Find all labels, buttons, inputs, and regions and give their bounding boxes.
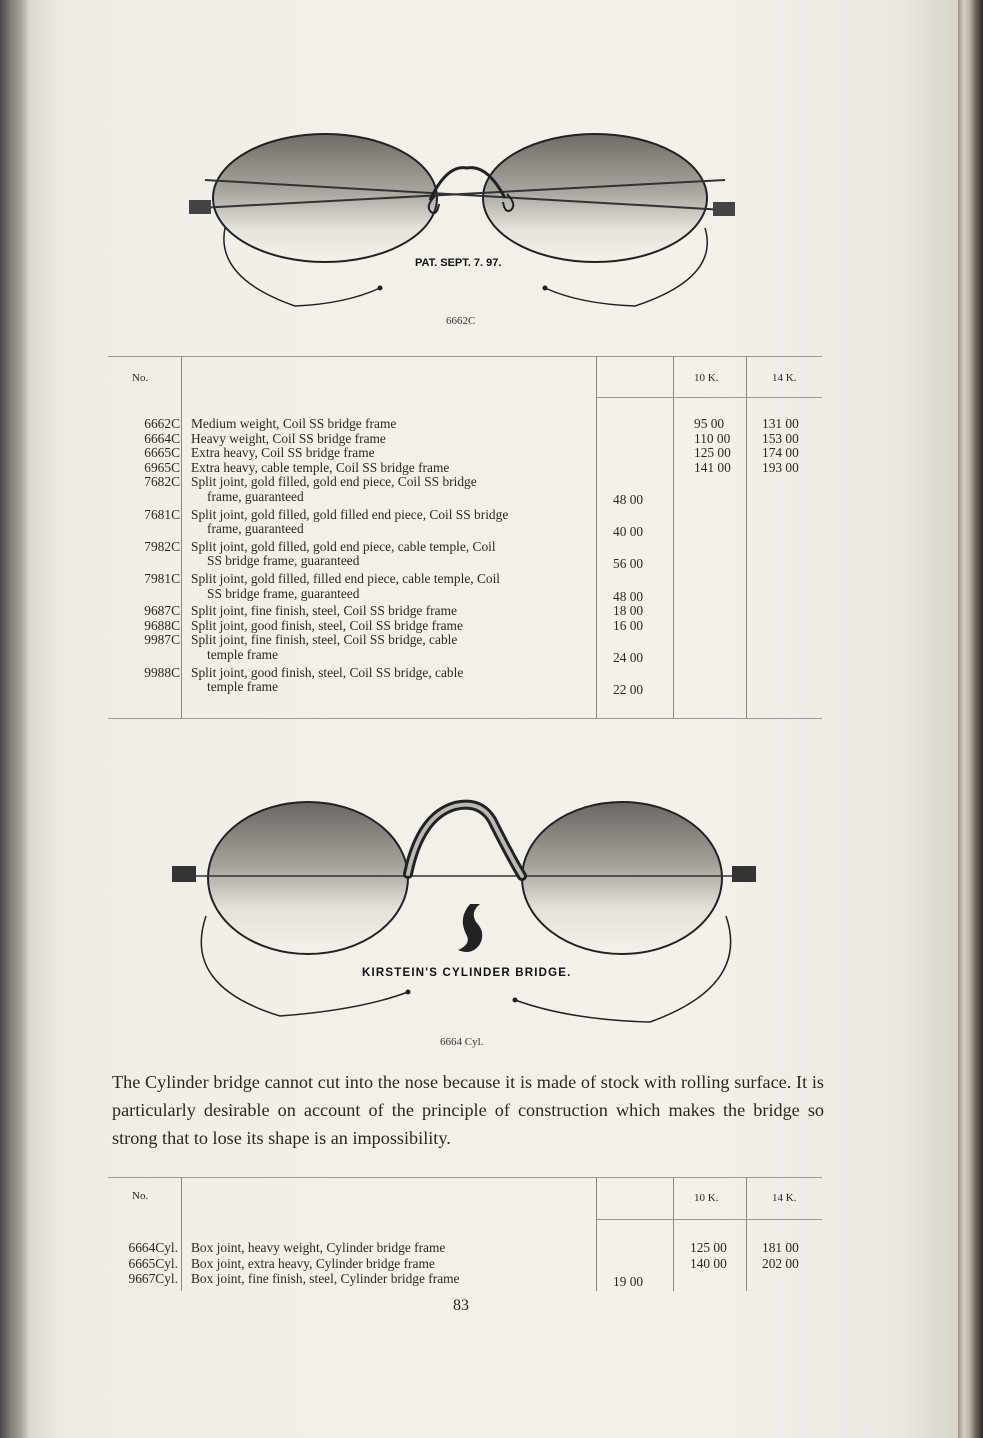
price-14k: 181 00 <box>762 1240 799 1255</box>
catalog-number: 7682C <box>144 474 180 490</box>
catalog-number: 6664Cyl. <box>128 1240 178 1255</box>
price-10k: 140 00 <box>690 1255 727 1271</box>
item-description-cont: SS bridge frame, guaranteed <box>207 585 360 601</box>
figure-caption-6664-cyl: 6664 Cyl. <box>440 1036 484 1048</box>
item-description: Medium weight, Coil SS bridge frame <box>191 416 397 431</box>
item-description-cont: frame, guaranteed <box>207 521 304 537</box>
cylinder-bridge-label: KIRSTEIN'S CYLINDER BRIDGE. <box>362 967 572 979</box>
table2-divider <box>596 1177 597 1291</box>
table2-divider <box>181 1177 182 1291</box>
catalog-number: 9687C <box>144 603 180 619</box>
body-paragraph: The Cylinder bridge cannot cut into the nose because it is made of stock with rolling surface. It is particularly desirable on account of the principle of construction which makes the bridge so strong that to lose its shape is an impossibility. <box>112 1072 824 1148</box>
price-steel: 22 00 <box>613 682 644 698</box>
figure-caption-6662c: 6662C <box>446 315 476 327</box>
catalog-number: 6662C <box>144 416 180 431</box>
item-description: Split joint, gold filled, gold end piece, cable temple, Coil <box>191 538 496 554</box>
item-description: Extra heavy, Coil SS bridge frame <box>191 445 375 461</box>
catalog-number: 6965C <box>144 459 180 475</box>
item-description: Box joint, heavy weight, Cylinder bridge frame <box>191 1240 446 1255</box>
item-description: Split joint, fine finish, steel, Coil SS bridge frame <box>191 603 457 619</box>
table1-header-14k: 14 K. <box>772 372 797 384</box>
item-description: Box joint, extra heavy, Cylinder bridge frame <box>191 1255 435 1271</box>
item-description-cont: temple frame <box>207 679 279 695</box>
item-description: Heavy weight, Coil SS bridge frame <box>191 430 386 446</box>
catalog-number: 9987C <box>144 632 180 648</box>
catalog-number: 6665Cyl. <box>128 1255 178 1271</box>
table1-top-rule <box>108 356 822 357</box>
spectacles-6664-cyl-illustration <box>170 796 760 1032</box>
price-steel: 48 00 <box>613 588 644 604</box>
page-number: 83 <box>453 1297 469 1314</box>
catalog-number: 7982C <box>144 538 180 554</box>
item-description: Split joint, good finish, steel, Coil SS bridge frame <box>191 617 463 633</box>
price-steel: 48 00 <box>613 492 644 507</box>
item-description: Split joint, good finish, steel, Coil SS bridge, cable <box>191 664 464 680</box>
price-10k: 95 00 <box>694 416 725 431</box>
item-description: Split joint, gold filled, gold end piece, Coil SS bridge <box>191 474 477 490</box>
table1-bottom-rule <box>108 718 822 719</box>
price-steel: 24 00 <box>613 650 644 665</box>
item-description: Box joint, fine finish, steel, Cylinder bridge frame <box>191 1271 460 1287</box>
table2-header-10k: 10 K. <box>694 1192 719 1204</box>
table1-divider <box>181 356 182 718</box>
price-steel: 19 00 <box>613 1274 644 1290</box>
catalog-number: 7681C <box>144 506 180 522</box>
table1-header-rule <box>596 397 822 398</box>
price-14k: 153 00 <box>762 430 799 446</box>
table2-divider <box>673 1177 674 1291</box>
table2-header-no: No. <box>132 1190 149 1202</box>
table1-divider <box>596 356 597 718</box>
item-description-cont: frame, guaranteed <box>207 489 304 504</box>
table2-top-rule <box>108 1177 822 1178</box>
binding-shadow <box>0 0 30 1438</box>
catalog-number: 9688C <box>144 617 180 633</box>
price-10k: 141 00 <box>694 459 731 475</box>
catalog-number: 9988C <box>144 664 180 680</box>
item-description: Split joint, gold filled, filled end piece, cable temple, Coil <box>191 571 501 586</box>
price-14k: 131 00 <box>762 416 799 431</box>
item-description-cont: temple frame <box>207 647 279 662</box>
price-steel: 56 00 <box>613 556 644 572</box>
catalog-number: 6664C <box>144 430 180 446</box>
price-steel: 18 00 <box>613 603 644 619</box>
table2-divider <box>746 1177 747 1291</box>
table2-header-rule <box>596 1219 822 1220</box>
price-steel: 40 00 <box>613 524 644 540</box>
catalog-number: 9667Cyl. <box>128 1271 178 1287</box>
price-10k: 125 00 <box>694 445 731 461</box>
price-14k: 193 00 <box>762 459 799 475</box>
item-description: Split joint, gold filled, gold filled end piece, Coil SS bridge <box>191 506 509 522</box>
book-spine-edge <box>958 0 983 1438</box>
table1-divider <box>673 356 674 718</box>
price-14k: 174 00 <box>762 445 799 461</box>
table1-divider <box>746 356 747 718</box>
table1-header-no: No. <box>132 372 149 384</box>
item-description: Extra heavy, cable temple, Coil SS bridge frame <box>191 459 450 475</box>
price-10k: 125 00 <box>690 1240 727 1255</box>
price-steel: 16 00 <box>613 617 644 633</box>
price-14k: 202 00 <box>762 1255 799 1271</box>
price-10k: 110 00 <box>694 430 731 446</box>
catalog-number: 7981C <box>144 571 180 586</box>
spectacles-6662c-illustration <box>185 128 750 308</box>
item-description: Split joint, fine finish, steel, Coil SS bridge, cable <box>191 632 458 648</box>
table1-header-10k: 10 K. <box>694 372 719 384</box>
item-description-cont: SS bridge frame, guaranteed <box>207 553 360 569</box>
catalog-number: 6665C <box>144 445 180 461</box>
patent-label: PAT. SEPT. 7. 97. <box>415 257 502 269</box>
table2-header-14k: 14 K. <box>772 1192 797 1204</box>
